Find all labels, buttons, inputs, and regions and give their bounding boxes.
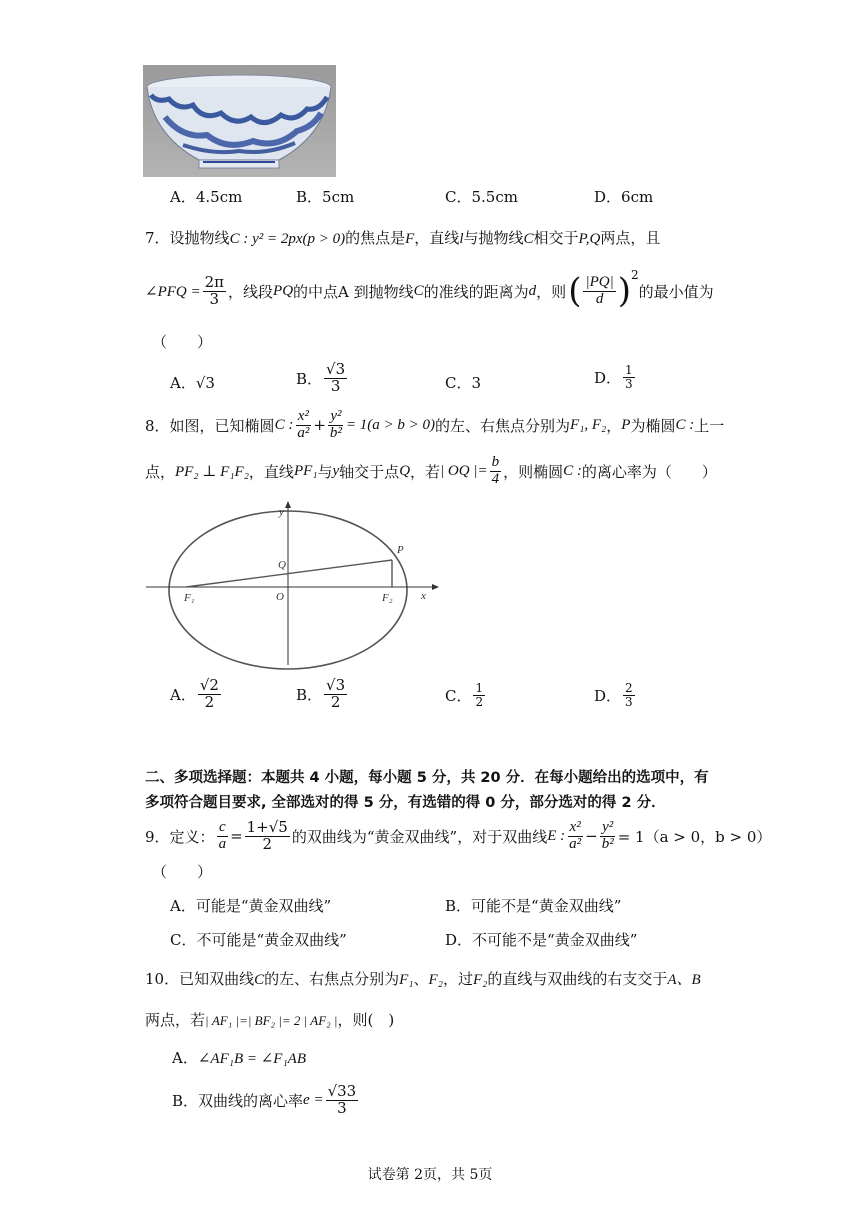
text: 的直线与双曲线的右支交于 [487, 970, 668, 988]
q9-option-a [170, 895, 331, 916]
curve-symbol: C : [274, 416, 294, 433]
option-fraction [623, 364, 635, 390]
text: 定义： [169, 827, 215, 846]
segment-symbol: PQ [273, 282, 294, 299]
text: ， [606, 416, 622, 435]
text: 的准线的距离为 [423, 282, 529, 301]
curve-symbol: C : [675, 416, 695, 433]
perpendicular-expression: PF₂ ⊥ F₁F₂ [175, 463, 249, 480]
foci-symbol: F₁, F₂ [570, 416, 607, 433]
option-letter: C． [445, 188, 472, 206]
text: ，则椭圆 [503, 462, 564, 481]
ellipse-figure [140, 495, 445, 670]
q8-option-c [445, 682, 487, 708]
line-pf1 [186, 560, 392, 587]
text: 的焦点是 [345, 229, 406, 247]
focus-symbol: F₂ [428, 972, 443, 988]
fraction-denominator: 2 [475, 694, 484, 709]
text: 的双曲线为“黄金双曲线”，对于双曲线 [291, 827, 548, 846]
line-symbol: l [459, 231, 464, 247]
f1-label: F₁ [184, 592, 195, 604]
option-letter: C． [445, 686, 472, 705]
q8-line2 [145, 455, 717, 488]
option-letter: C． [170, 931, 197, 949]
option-letter: C． [445, 374, 472, 392]
points-symbol: P,Q [578, 231, 601, 247]
eccentricity-symbol: e = [303, 1091, 324, 1108]
option-text: 不可能不是“黄金双曲线” [472, 931, 638, 949]
curve-symbol: C : [563, 462, 582, 479]
y-fraction [600, 820, 616, 853]
text: 、 [413, 970, 429, 988]
fraction-numerator: x² [569, 819, 581, 835]
text: 的左、右焦点分别为 [435, 416, 571, 435]
fraction-denominator: b² [329, 424, 342, 441]
fraction-denominator: a² [297, 424, 310, 441]
option-text: 不可能是“黄金双曲线” [196, 931, 347, 949]
condition-expression: | AF₁ |=| BF₂ |= 2 | AF₂ | [205, 1013, 338, 1028]
focus-symbol: F₁ [399, 972, 414, 988]
fraction-numerator: √3 [326, 676, 346, 694]
q8-option-a [170, 678, 223, 711]
line-symbol: PF₁ [293, 462, 318, 479]
x-axis-arrow [432, 584, 439, 590]
q6-option-b [296, 186, 354, 207]
golden-ratio-fraction [245, 820, 290, 853]
option-letter: A． [172, 1049, 198, 1067]
focus-symbol: F₂ [472, 972, 488, 988]
porcelain-bowl-photo [143, 65, 336, 177]
q7-option-c [445, 372, 481, 393]
points-symbol: A、B [667, 972, 701, 988]
option-text: ∠AF₁B = ∠F₁AB [197, 1051, 307, 1067]
q6-option-a [170, 186, 242, 207]
option-fraction [623, 682, 635, 708]
option-letter: D． [594, 368, 622, 387]
fraction-numerator: x² [297, 408, 309, 424]
q7-option-d [594, 364, 637, 390]
origin-label: O [276, 591, 284, 603]
text: 为椭圆 [630, 416, 676, 435]
option-text: √3 [195, 374, 215, 392]
minus-sign: − [585, 827, 598, 846]
fraction-numerator: 1+√5 [246, 818, 288, 836]
q10-option-b [172, 1084, 360, 1117]
text: 两点，若 [145, 1011, 206, 1029]
text: 与 [317, 462, 333, 481]
text: ，线段 [228, 282, 274, 301]
option-letter: D． [594, 188, 622, 206]
fraction-numerator: √33 [327, 1082, 357, 1100]
text: 相交于 [533, 229, 579, 247]
b-over-4-fraction [490, 455, 502, 488]
text: 两点，且 [600, 229, 661, 247]
q8-option-b [296, 678, 349, 711]
point-symbol: P [621, 416, 631, 433]
option-letter: B． [445, 897, 472, 915]
text: ，则 [536, 282, 567, 301]
option-fraction [473, 682, 485, 708]
left-paren: ( [568, 271, 582, 311]
option-letter: A． [170, 897, 196, 915]
q9-option-c [170, 929, 347, 950]
question-number: 8． [145, 416, 170, 435]
parabola-equation: C : y² = 2px(p > 0) [229, 231, 346, 247]
option-text: 5cm [322, 188, 355, 206]
option-letter: B． [296, 369, 323, 388]
x-fraction [567, 820, 583, 853]
q8-option-d [594, 682, 637, 708]
curve-symbol: E : [547, 827, 566, 844]
fraction-denominator: b² [601, 835, 614, 852]
point-p-label: P [397, 544, 404, 556]
q9-option-b [445, 895, 621, 916]
q6-option-c [445, 186, 518, 207]
option-fraction [324, 362, 347, 395]
text: 已知双曲线 [179, 970, 255, 988]
fraction-denominator: d [595, 290, 604, 307]
q8-line1 [145, 409, 724, 442]
fraction-numerator: |PQ| [585, 273, 614, 290]
text: 点， [145, 462, 176, 481]
section-heading-line1: 二、多项选择题：本题共 4 小题，每小题 5 分，共 20 分．在每小题给出的选项中，有 [145, 770, 709, 786]
question-number: 10． [145, 970, 180, 988]
option-letter: B． [296, 188, 323, 206]
ratio-fraction [583, 275, 615, 308]
fraction-denominator: 2 [262, 834, 273, 853]
option-letter: B． [296, 685, 323, 704]
option-letter: A． [170, 188, 196, 206]
point-q-label: Q [278, 559, 286, 571]
option-letter: A． [170, 685, 196, 704]
q10-option-a [172, 1047, 306, 1068]
length-expression: | OQ |= [440, 462, 488, 479]
option-letter: D． [445, 931, 473, 949]
option-fraction [326, 1084, 359, 1117]
option-letter: A． [170, 374, 196, 392]
q7-option-a [170, 372, 215, 393]
y-axis-arrow [285, 501, 291, 508]
fraction-numerator: b [491, 454, 500, 470]
option-letter: B． [172, 1091, 199, 1110]
fraction-numerator: 2π [204, 272, 225, 291]
fraction-denominator: 3 [625, 694, 633, 709]
option-text: 3 [471, 374, 482, 392]
curve-symbol: C [413, 282, 424, 299]
text: 的离心率为（ ） [581, 462, 717, 481]
point-symbol: Q [399, 462, 411, 479]
fraction-numerator: c [218, 819, 226, 835]
equation-rest: = 1(a > b > 0) [345, 416, 435, 433]
fraction-numerator: √2 [199, 676, 219, 694]
exponent: 2 [630, 268, 639, 282]
fraction-denominator: a [218, 835, 227, 852]
page-footer: 试卷第 2页，共 5页 [367, 1167, 493, 1183]
fraction-denominator: 3 [337, 1098, 347, 1117]
text: ，过 [442, 970, 473, 988]
fraction-numerator: √3 [326, 360, 346, 378]
fraction-numerator: y² [602, 819, 614, 835]
fraction-numerator: 1 [625, 363, 633, 377]
text: 设抛物线 [169, 229, 230, 247]
text: 的最小值为 [638, 282, 714, 301]
fraction-numerator: 2 [625, 681, 633, 695]
angle-expression: ∠PFQ = [145, 283, 201, 300]
q10-line2 [145, 1009, 394, 1030]
option-text: 6cm [621, 188, 654, 206]
option-fraction [324, 678, 347, 711]
option-text: 4.5cm [195, 188, 243, 206]
option-fraction [198, 678, 221, 711]
distance-symbol: d [528, 282, 537, 299]
question-number: 7． [145, 229, 170, 247]
text: 与抛物线 [463, 229, 524, 247]
y-label: y [279, 506, 284, 518]
fraction-denominator: 4 [491, 470, 500, 487]
text: 的左、右焦点分别为 [264, 970, 400, 988]
text: 的中点A 到抛物线 [293, 282, 414, 301]
y-fraction [328, 409, 344, 442]
fraction-denominator: 2 [204, 692, 215, 711]
text: ，若 [410, 462, 441, 481]
q9-line1 [145, 820, 771, 853]
text: 轴交于点 [339, 462, 400, 481]
angle-fraction [203, 272, 226, 308]
answer-paren: （ ） [152, 333, 213, 351]
axis-symbol: y [332, 462, 340, 479]
answer-paren: （ ） [152, 863, 213, 881]
fraction-numerator: 1 [475, 681, 484, 695]
q6-option-d [594, 186, 653, 207]
fraction-denominator: 3 [209, 289, 220, 308]
question-number: 9． [145, 827, 170, 846]
fraction-numerator: y² [330, 408, 342, 424]
q10-line1 [145, 968, 701, 989]
q7-line1 [145, 227, 660, 248]
f2-label: F₂ [382, 592, 393, 604]
curve-symbol: C [523, 231, 534, 247]
equals-sign: = [230, 827, 243, 846]
c-over-a-fraction [217, 820, 229, 853]
fraction-denominator: 2 [330, 692, 341, 711]
option-text: 可能是“黄金双曲线” [195, 897, 332, 915]
q7-option-b [296, 362, 349, 395]
focus-symbol: F [405, 231, 415, 247]
curve-symbol: C [254, 972, 265, 988]
equation-rest: = 1（a > 0，b > 0） [617, 827, 772, 846]
option-text: 双曲线的离心率 [198, 1091, 304, 1110]
right-paren: ) [617, 271, 631, 311]
q7-line2 [145, 268, 714, 311]
text: 上一 [694, 416, 725, 435]
option-text: 可能不是“黄金双曲线” [471, 897, 622, 915]
section-heading-line2: 多项符合题目要求, 全部选对的得 5 分，有选错的得 0 分，部分选对的得 2 分． [145, 795, 666, 811]
x-label: x [421, 590, 426, 602]
text: ，则( ) [337, 1011, 395, 1029]
q9-option-d [445, 929, 637, 950]
x-fraction [295, 409, 311, 442]
option-text: 5.5cm [471, 188, 518, 206]
fraction-denominator: 3 [625, 376, 633, 391]
text: 如图，已知椭圆 [169, 416, 275, 435]
option-letter: D． [594, 686, 622, 705]
plus-sign: + [313, 416, 326, 435]
text: ，直线 [414, 229, 460, 247]
fraction-denominator: 3 [330, 376, 341, 395]
fraction-denominator: a² [569, 835, 582, 852]
text: ，直线 [248, 462, 294, 481]
